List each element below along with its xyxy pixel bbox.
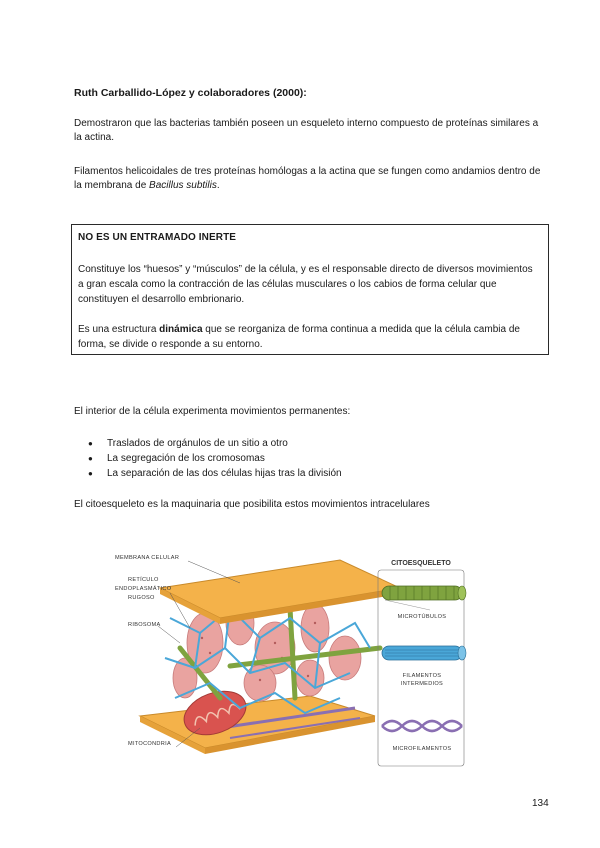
label-er-line2: ENDOPLASMÁTICO	[115, 586, 172, 592]
label-microfilaments: MICROFILAMENTOS	[392, 746, 452, 752]
cytoskeleton-illustration	[110, 548, 490, 770]
list-item: ● La separación de las dos células hijas tras la división	[88, 466, 342, 481]
callout-title: NO ES UN ENTRAMADO INERTE	[78, 232, 237, 243]
movements-list	[88, 436, 342, 481]
paragraph-cytoskeleton: El citoesqueleto es la maquinaria que posibilita estos movimientos intracelulares	[74, 499, 430, 510]
list-item: ● La segregación de los cromosomas	[88, 451, 342, 466]
callout-paragraph-1: Constituye los “huesos” y “músculos” de la célula, y es el responsable directo de diversos movimientos a gran escala como la contracción de las células musculares o los cabios de forma celular que constituyen el desarrollo embrionario.	[78, 264, 533, 305]
callout-bold-word: dinámica	[159, 324, 203, 335]
species-name: Bacillus subtilis	[149, 180, 217, 191]
list-item: ● Traslados de orgánulos de un sitio a otro	[88, 436, 342, 451]
label-cell-membrane: MEMBRANA CELULAR	[115, 555, 180, 561]
label-er-line3: RUGOSO	[128, 595, 155, 601]
microfilament-sample	[382, 721, 462, 731]
intermediate-filament-sample	[382, 646, 466, 660]
label-ribosome: RIBOSOMA	[128, 622, 161, 628]
label-intermediate-1: FILAMENTOS	[402, 673, 442, 679]
page-number: 134	[532, 798, 549, 809]
paragraph-bacteria-skeleton: Demostraron que las bacterias también poseen un esqueleto interno compuesto de proteínas similares a la actina.	[74, 118, 539, 143]
paragraph-movements: El interior de la célula experimenta movimientos permanentes:	[74, 406, 351, 417]
label-intermediate-2: INTERMEDIOS	[400, 681, 444, 687]
paragraph-helical-filaments	[74, 165, 544, 193]
section-heading: Ruth Carballido-López y colaboradores (2000):	[74, 87, 307, 99]
callout-paragraph-2	[78, 322, 540, 352]
para2-end: .	[216, 180, 220, 191]
label-mitochondrion: MITOCONDRIA	[128, 741, 171, 747]
label-er-line1: RETÍCULO	[128, 577, 159, 583]
label-cytoskeleton: CITOESQUELETO	[391, 560, 451, 567]
microtubule-sample	[382, 586, 466, 600]
callout-p2-start: Es una estructura	[78, 324, 160, 335]
para2-text: Filamentos helicoidales de tres proteínas homólogas a la actina que se fungen como andamios dentro de la membrana de	[74, 166, 541, 191]
label-microtubules: MICROTÚBULOS	[397, 614, 447, 620]
cytoskeleton-figure	[110, 548, 490, 770]
callout-p2-end: que se reorganiza de forma continua a medida que la célula cambia de forma, se divide o responde a su entorno.	[78, 324, 520, 350]
